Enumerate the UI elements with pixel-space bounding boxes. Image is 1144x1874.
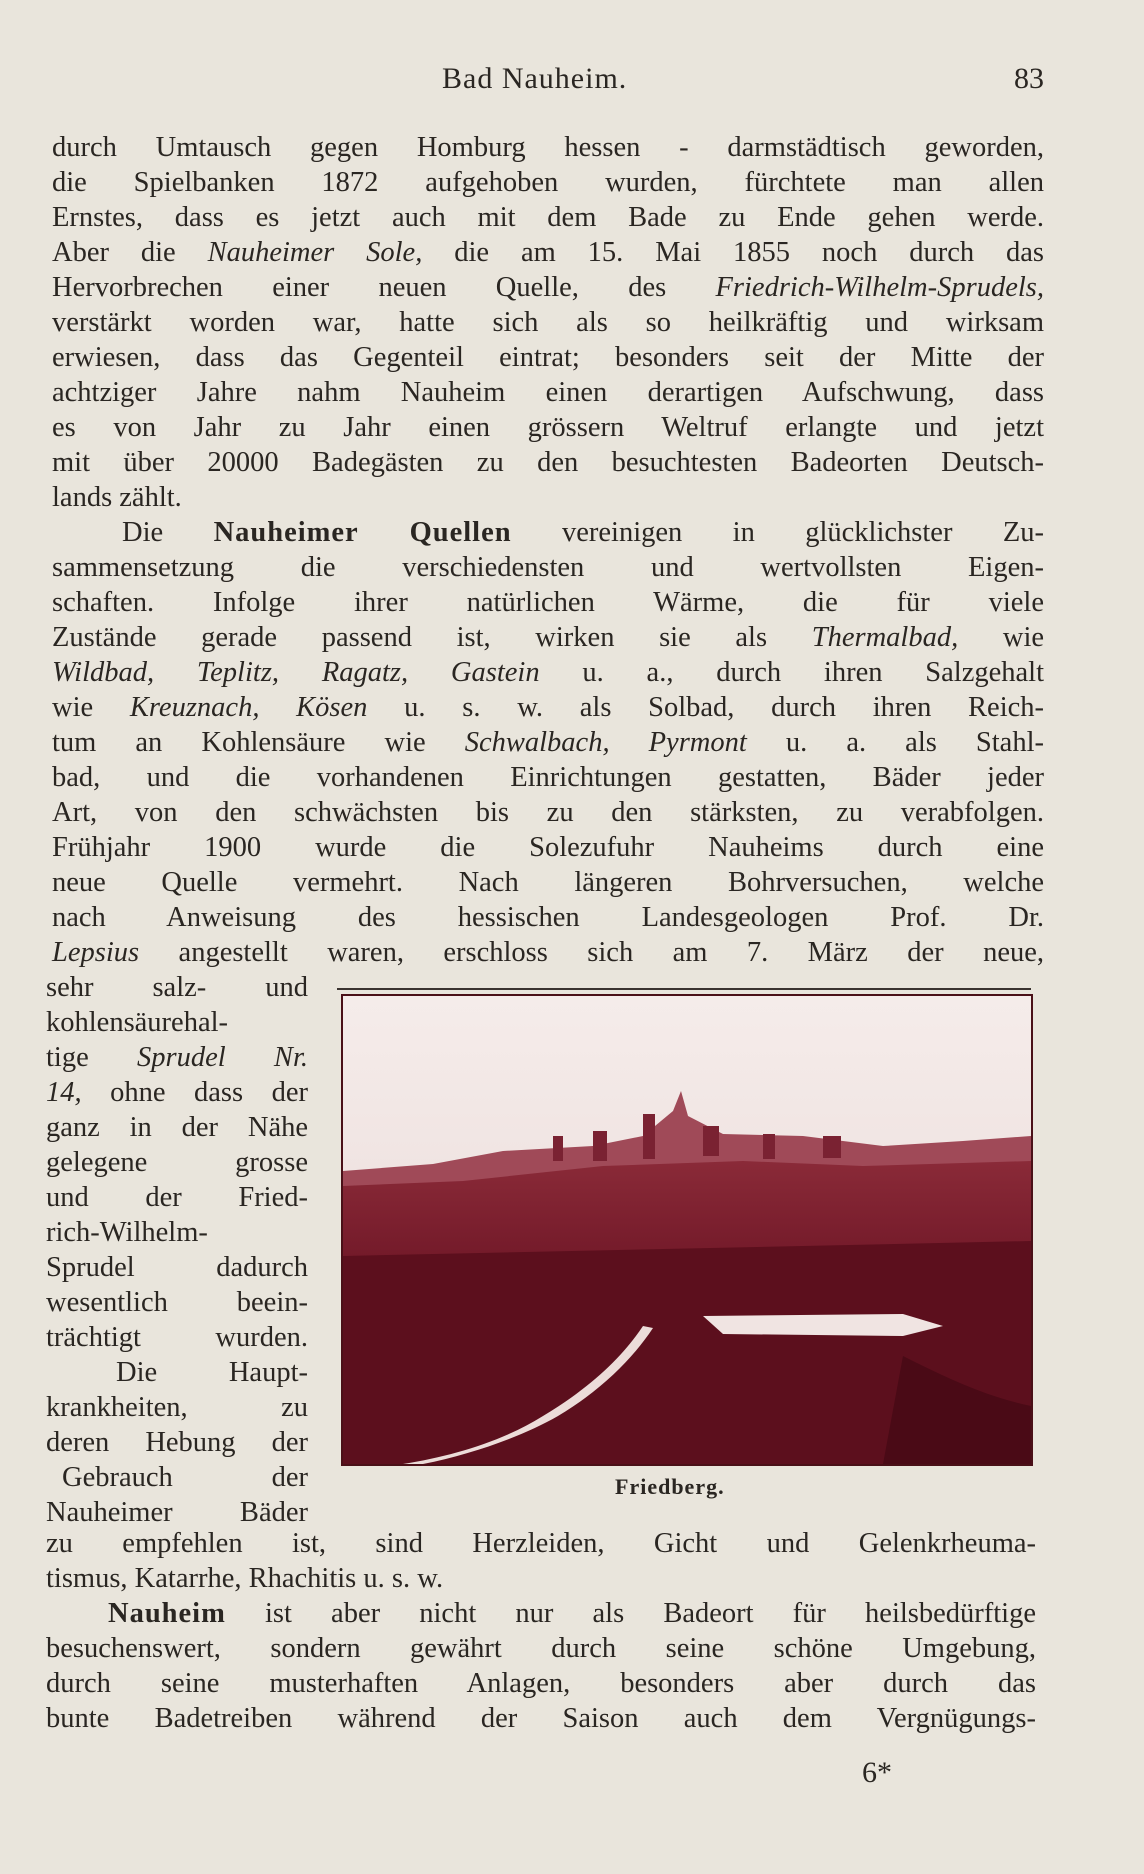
text-line: Gebrauch der xyxy=(62,1462,308,1493)
running-header xyxy=(52,62,1044,102)
wrap-column xyxy=(46,970,308,1530)
text-line: wie Kreuznach, Kösen u. s. w. als Solbad, durch ihren Reich- xyxy=(52,692,1045,723)
text-line: gelegene grosse xyxy=(46,1147,308,1178)
text-line: Sprudel dadurch xyxy=(46,1252,308,1283)
page-number: 83 xyxy=(1014,62,1044,95)
text-line: Ernstes, dass es jetzt auch mit dem Bade zu Ende gehen werde. xyxy=(52,202,1044,233)
text-line: Frühjahr 1900 wurde die Solezufuhr Nauheims durch eine xyxy=(52,832,1044,863)
text-line: wesentlich beein- xyxy=(46,1287,308,1318)
text-line: tum an Kohlensäure wie Schwalbach, Pyrmont u. a. als Stahl- xyxy=(52,727,1044,758)
text-line: es von Jahr zu Jahr einen grössern Weltruf erlangte und jetzt xyxy=(52,412,1044,443)
text-line: kohlensäurehal- xyxy=(46,1007,229,1038)
text-line: tige Sprudel Nr. xyxy=(46,1042,308,1073)
text-line: ganz in der Nähe xyxy=(46,1112,308,1143)
text-line: trächtigt wurden. xyxy=(46,1322,308,1353)
running-title: Bad Nauheim. xyxy=(442,62,628,95)
text-line: nach Anweisung des hessischen Landesgeologen Prof. Dr. xyxy=(52,902,1044,933)
main-text xyxy=(52,130,1044,970)
text-line: Zustände gerade passend ist, wirken sie als Thermalbad, wie xyxy=(52,622,1045,653)
heading-nauheim: Nauheim xyxy=(108,1598,226,1629)
text-line: Aber die Nauheimer Sole, die am 15. Mai 1855 noch durch das xyxy=(52,237,1044,268)
text-line: Die Nauheimer Quellen vereinigen in glücklichster Zu- xyxy=(122,517,1044,548)
text-line: sammensetzung die verschiedensten und wertvollsten Eigen- xyxy=(52,552,1044,583)
text-line: Nauheim ist aber nicht nur als Badeort für heilsbedürftige xyxy=(108,1598,1036,1629)
text-line: Die Haupt- xyxy=(116,1357,308,1388)
landscape-image xyxy=(343,996,1031,1464)
text-line: Lepsius angestellt waren, erschloss sich am 7. März der neue, xyxy=(52,937,1044,968)
text-line: Art, von den schwächsten bis zu den stärksten, zu verabfolgen. xyxy=(52,797,1044,828)
text-line: rich-Wilhelm- xyxy=(46,1217,208,1248)
text-line: besuchenswert, sondern gewährt durch seine schöne Umgebung, xyxy=(46,1633,1036,1664)
text-line: Nauheimer Bäder xyxy=(46,1497,308,1528)
text-line: durch seine musterhaften Anlagen, besonders aber durch das xyxy=(46,1668,1036,1699)
text-line: bad, und die vorhandenen Einrichtungen gestatten, Bäder jeder xyxy=(52,762,1044,793)
closing-text xyxy=(46,1526,1036,1736)
signature-mark: 6* xyxy=(862,1756,892,1789)
text-line: Hervorbrechen einer neuen Quelle, des Friedrich-Wilhelm-Sprudels, xyxy=(52,272,1044,303)
text-line: achtziger Jahre nahm Nauheim einen derartigen Aufschwung, dass xyxy=(52,377,1044,408)
text-line: sehr salz- und xyxy=(46,972,308,1003)
text-line: tismus, Katarrhe, Rhachitis u. s. w. xyxy=(46,1563,444,1594)
text-line: krankheiten, zu xyxy=(46,1392,308,1423)
figure-photo-friedberg xyxy=(341,994,1033,1466)
figure-caption: Friedberg. xyxy=(615,1474,725,1499)
text-line: deren Hebung der xyxy=(46,1427,308,1458)
text-line: zu empfehlen ist, sind Herzleiden, Gicht und Gelenkrheuma- xyxy=(46,1528,1036,1559)
text-line: verstärkt worden war, hatte sich als so heilkräftig und wirksam xyxy=(52,307,1044,338)
text-line: durch Umtausch gegen Homburg hessen - darmstädtisch geworden, xyxy=(52,132,1044,163)
text-line: 14, ohne dass der xyxy=(46,1077,308,1108)
text-line: die Spielbanken 1872 aufgehoben wurden, fürchtete man allen xyxy=(52,167,1044,198)
text-line: neue Quelle vermehrt. Nach längeren Bohrversuchen, welche xyxy=(52,867,1044,898)
text-line: schaften. Infolge ihrer natürlichen Wärme, die für viele xyxy=(52,587,1044,618)
text-line: bunte Badetreiben während der Saison auch dem Vergnügungs- xyxy=(46,1703,1036,1734)
text-line: und der Fried- xyxy=(46,1182,308,1213)
text-line: erwiesen, dass das Gegenteil eintrat; besonders seit der Mitte der xyxy=(52,342,1044,373)
text-line: lands zählt. xyxy=(52,482,182,513)
heading-nauheimer-quellen: Nauheimer Quellen xyxy=(213,517,512,548)
text-line: Wildbad, Teplitz, Ragatz, Gastein u. a., durch ihren Salzgehalt xyxy=(52,657,1044,688)
text-line: mit über 20000 Badegästen zu den besuchtesten Badeorten Deutsch- xyxy=(52,447,1044,478)
